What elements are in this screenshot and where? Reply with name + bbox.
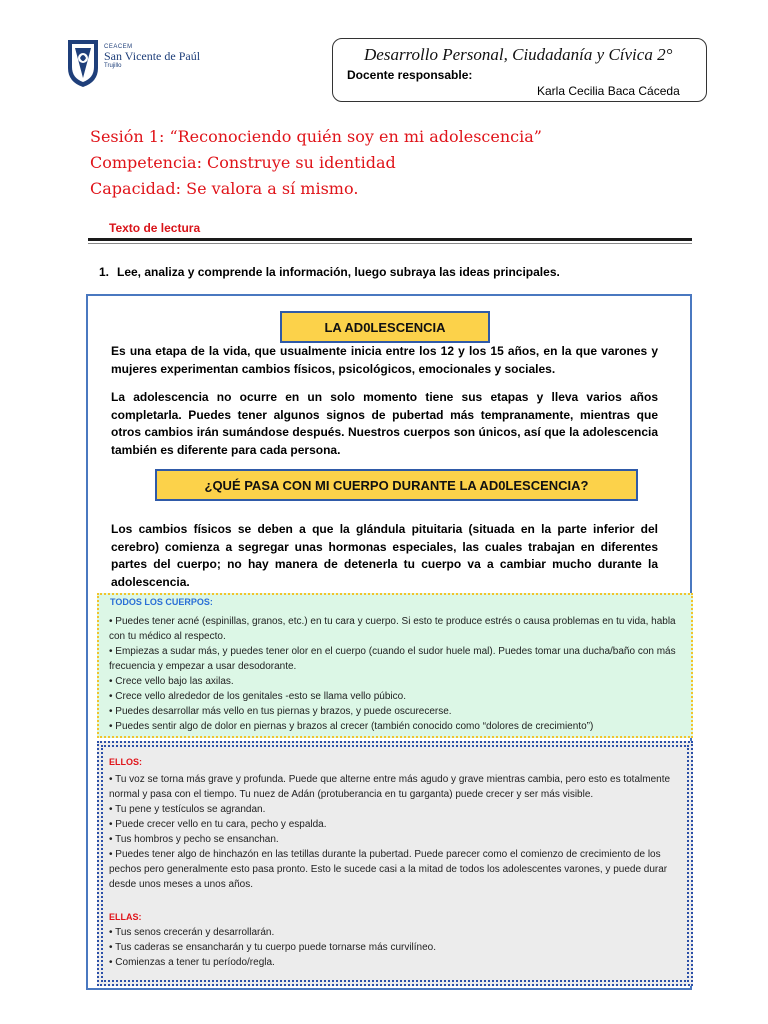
list-item: • Tus hombros y pecho se ensanchan. <box>109 834 279 845</box>
competencia-line: Competencia: Construye su identidad <box>90 153 396 172</box>
girls-title: ELLAS: <box>109 912 142 922</box>
course-title: Desarrollo Personal, Ciudadanía y Cívica 2° <box>364 45 673 64</box>
list-item: • Puedes tener acné (espinillas, granos, etc.) en tu cara y cuerpo. Si esto te produce estrés o causa problemas en tu vida, habla con tu médico al respecto. <box>109 616 676 642</box>
boys-list <box>109 772 687 892</box>
all-bodies-list <box>109 614 687 734</box>
section-title: LA AD0LESCENCIA <box>324 319 446 335</box>
question-title: ¿QUÉ PASA CON MI CUERPO DURANTE LA AD0LESCENCIA? <box>204 477 589 493</box>
logo-city: Trujillo <box>104 63 122 69</box>
instruction-text: Lee, analiza y comprende la información, luego subraya las ideas principales. <box>117 265 560 279</box>
instruction-number: 1. <box>99 265 110 279</box>
all-bodies-title: TODOS LOS CUERPOS: <box>110 597 213 607</box>
list-item: • Comienzas a tener tu período/regla. <box>109 957 275 968</box>
session-title: Sesión 1: “Reconociendo quién soy en mi adolescencia” <box>90 127 542 146</box>
list-item: • Tu pene y testículos se agrandan. <box>109 804 266 815</box>
docente-label: Docente responsable: <box>347 68 473 82</box>
divider-thick <box>88 238 692 241</box>
list-item: • Tus senos crecerán y desarrollarán. <box>109 927 275 938</box>
list-item: • Puedes tener algo de hinchazón en las tetillas durante la pubertad. Puede parecer como el comienzo de crecimiento de los pechos pero generalmente esto pasa pronto. Esto le sucede casi a la mitad de todos los adolescentes varones, y puede durar desde unos meses a unos años. <box>109 849 668 890</box>
list-item: • Puedes desarrollar más vello en tus piernas y brazos, y puede oscurecerse. <box>109 706 452 717</box>
question-box <box>155 469 638 501</box>
reading-label: Texto de lectura <box>109 221 201 235</box>
list-item: • Empiezas a sudar más, y puedes tener olor en el cuerpo (cuando el sudor huele mal). Puedes tomar una ducha/baño con más frecuencia y empezar a usar desodorante. <box>109 646 676 672</box>
instruction <box>99 265 560 279</box>
list-item: • Puede crecer vello en tu cara, pecho y espalda. <box>109 819 327 830</box>
paragraph-stages: La adolescencia no ocurre en un solo momento tiene sus etapas y lleva varios años completarla. Puedes tener algunos signos de pubertad más tempranamente, mientras que otros cambios irán sumándose después. Nuestros cuerpos son únicos, así que la adolescencia también es diferente para cada persona. <box>111 390 658 457</box>
list-item: • Tu voz se torna más grave y profunda. Puede que alterne entre más agudo y grave mientras cambia, pero esto es totalmente normal y pasa con el tiempo. Tu nuez de Adán (protuberancia en tu garganta) puede crecer y ser más visible. <box>109 774 671 800</box>
girls-list <box>109 925 687 970</box>
list-item: • Puedes sentir algo de dolor en piernas y brazos al crecer (también conocido como “dolores de crecimiento”) <box>109 721 594 732</box>
docente-name: Karla Cecilia Baca Cáceda <box>537 84 680 98</box>
list-item: • Crece vello bajo las axilas. <box>109 676 234 687</box>
list-item: • Tus caderas se ensancharán y tu cuerpo puede tornarse más curvilíneo. <box>109 942 437 953</box>
section-title-box <box>280 311 490 343</box>
logo-small-text: CEACEM <box>104 44 133 50</box>
logo-school-name: San Vicente de Paúl <box>104 49 201 63</box>
list-item: • Crece vello alrededor de los genitales -esto se llama vello púbico. <box>109 691 406 702</box>
divider-thin <box>88 243 692 244</box>
boys-title: ELLOS: <box>109 757 142 767</box>
paragraph-definition: Es una etapa de la vida, que usualmente inicia entre los 12 y los 15 años, en la que varones y mujeres experimentan cambios físicos, psicológicos, emocionales y sociales. <box>111 344 658 376</box>
paragraph-physical-changes: Los cambios físicos se deben a que la glándula pituitaria (situada en la parte inferior del cerebro) comienza a segregar unas hormonas especiales, las cuales trabajan en diferentes partes del cuerpo; no hay manera de detenerla tu cuerpo va a cambiar mucho durante la adolescencia. <box>111 522 658 589</box>
capacidad-line: Capacidad: Se valora a sí mismo. <box>90 179 359 198</box>
school-logo-shield <box>66 38 100 88</box>
school-logo-text <box>104 44 214 69</box>
